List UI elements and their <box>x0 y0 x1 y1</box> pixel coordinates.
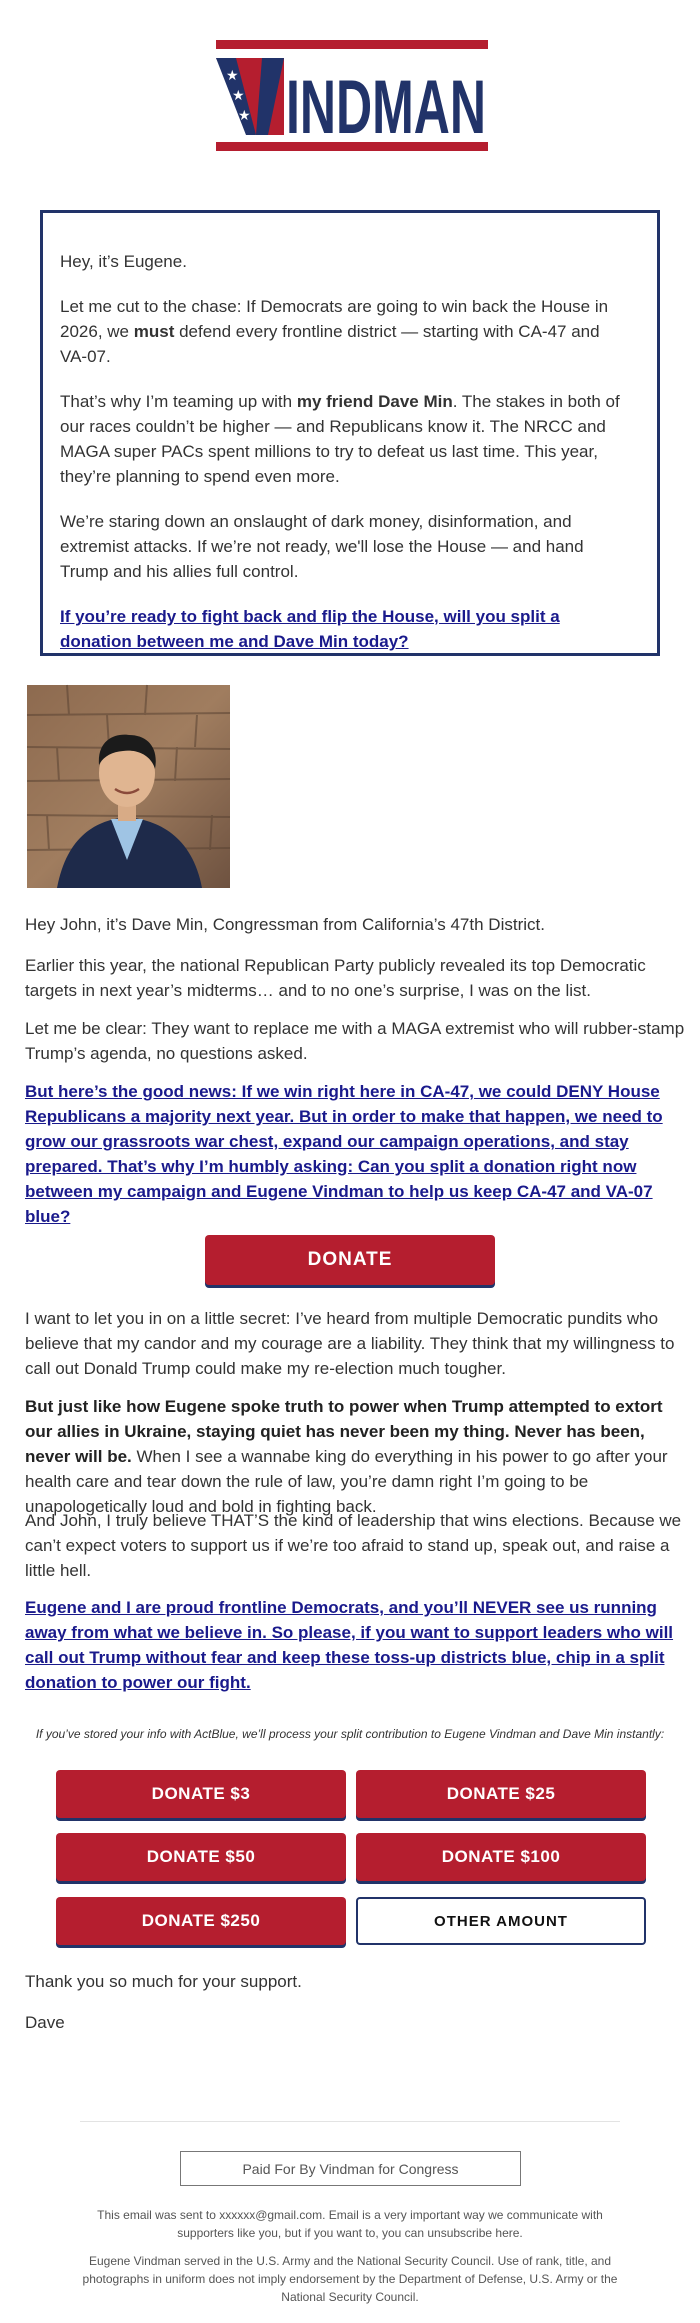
footer-disclaimer: Eugene Vindman served in the U.S. Army and the National Security Council. Use of rank, title, and photographs in uniform does not imply endorsement by the Department of Defense, U.S. Army or the National Security Council. <box>82 2254 618 2304</box>
donate-button[interactable]: DONATE <box>205 1235 495 1285</box>
intro-box <box>40 210 660 656</box>
letter-paragraph-5: But just like how Eugene spoke truth to power when Trump attempted to extort our allies in Ukraine, staying quiet has never been my thing. Never has been, never will be. When I see a wannabe king do everything in his power to go after your health care and tear down the rule of law, you’re damn right I’m going to be unapologetically loud and bold in fighting back. <box>25 1397 668 1516</box>
footer-email-notice: This email was sent to xxxxxx@gmail.com. Email is a very important way we communicate with supporters like you, but if you want to, you can unsubscribe here. <box>97 2208 603 2240</box>
intro-paragraph-1: Let me cut to the chase: If Democrats are going to win back the House in 2026, we must defend every frontline district — starting with CA-47 and VA-07. <box>60 297 609 366</box>
unsubscribe-link[interactable]: unsubscribe here <box>427 2226 520 2240</box>
letter-paragraph-1: Hey John, it’s Dave Min, Congressman from California’s 47th District. <box>25 915 545 934</box>
svg-text:★: ★ <box>238 108 251 124</box>
svg-text:★: ★ <box>232 88 245 104</box>
chip-in-link[interactable]: Eugene and I are proud frontline Democrats, and you’ll NEVER see us running away from what we believe in. So please, if you want to support leaders who will call out Trump without fear and keep these toss-up districts blue, chip in a split donation to power our fight. <box>25 1598 674 1692</box>
footer-divider <box>80 2121 620 2122</box>
intro-donate-link[interactable]: If you’re ready to fight back and flip the House, will you split a donation between me and Dave Min today? <box>60 607 560 651</box>
dave-min-photo <box>27 685 230 888</box>
other-amount-button[interactable]: OTHER AMOUNT <box>356 1897 646 1945</box>
recipient-email[interactable]: xxxxxx@gmail.com <box>219 2208 323 2222</box>
thanks-text: Thank you so much for your support. <box>25 1972 302 1991</box>
letter-paragraph-6: And John, I truly believe THAT’S the kind of leadership that wins elections. Because we can’t expect voters to support us if we’re too afraid to stand up, speak out, and raise a little hell. <box>25 1511 682 1580</box>
donate-25-button[interactable]: DONATE $25 <box>356 1770 646 1818</box>
donate-50-button[interactable]: DONATE $50 <box>56 1833 346 1881</box>
signoff-text: Dave <box>25 2013 65 2032</box>
letter-paragraph-3: Let me be clear: They want to replace me with a MAGA extremist who will rubber-stamp Trump’s agenda, no questions asked. <box>25 1019 685 1063</box>
actblue-note: If you’ve stored your info with ActBlue, we’ll process your split contribution to Eugene Vindman and Dave Min instantly: <box>35 1727 665 1741</box>
svg-text:INDMAN: INDMAN <box>286 65 486 150</box>
letter-paragraph-4: I want to let you in on a little secret: I’ve heard from multiple Democratic pundits who believe that my candor and my courage are a liability. They think that my willingness to call out Donald Trump could make my re-election much tougher. <box>25 1309 675 1378</box>
letter-link-2-wrap <box>25 1595 685 1695</box>
intro-paragraph-3: We’re staring down an onslaught of dark money, disinformation, and extremist attacks. If we’re not ready, we'll lose the House — and hand Trump and his allies full control. <box>60 512 584 581</box>
svg-text:★: ★ <box>226 68 239 84</box>
donate-250-button[interactable]: DONATE $250 <box>56 1897 346 1945</box>
donate-100-button[interactable]: DONATE $100 <box>356 1833 646 1881</box>
split-donation-link[interactable]: But here’s the good news: If we win right here in CA-47, we could DENY House Republicans a majority next year. But in order to make that happen, we need to grow our grassroots war chest, expand our campaign operations, and stay prepared. That’s why I’m humbly asking: Can you split a donation right now between my campaign and Eugene Vindman to help us keep CA-47 and VA-07 blue? <box>25 1082 663 1226</box>
intro-greeting: Hey, it’s Eugene. <box>60 252 187 271</box>
paid-for-box: Paid For By Vindman for Congress <box>180 2151 521 2186</box>
vindman-logo <box>216 40 488 156</box>
donate-3-button[interactable]: DONATE $3 <box>56 1770 346 1818</box>
intro-paragraph-2: That’s why I’m teaming up with my friend Dave Min. The stakes in both of our races couldn’t be higher — and Republicans know it. The NRCC and MAGA super PACs spent millions to try to defeat us last time. This year, they’re planning to spend even more. <box>60 392 620 486</box>
letter-link-1-wrap <box>25 1079 685 1229</box>
letter-paragraph-2: Earlier this year, the national Republican Party publicly revealed its top Democratic targets in next year’s midterms… and to no one’s surprise, I was on the list. <box>25 956 646 1000</box>
